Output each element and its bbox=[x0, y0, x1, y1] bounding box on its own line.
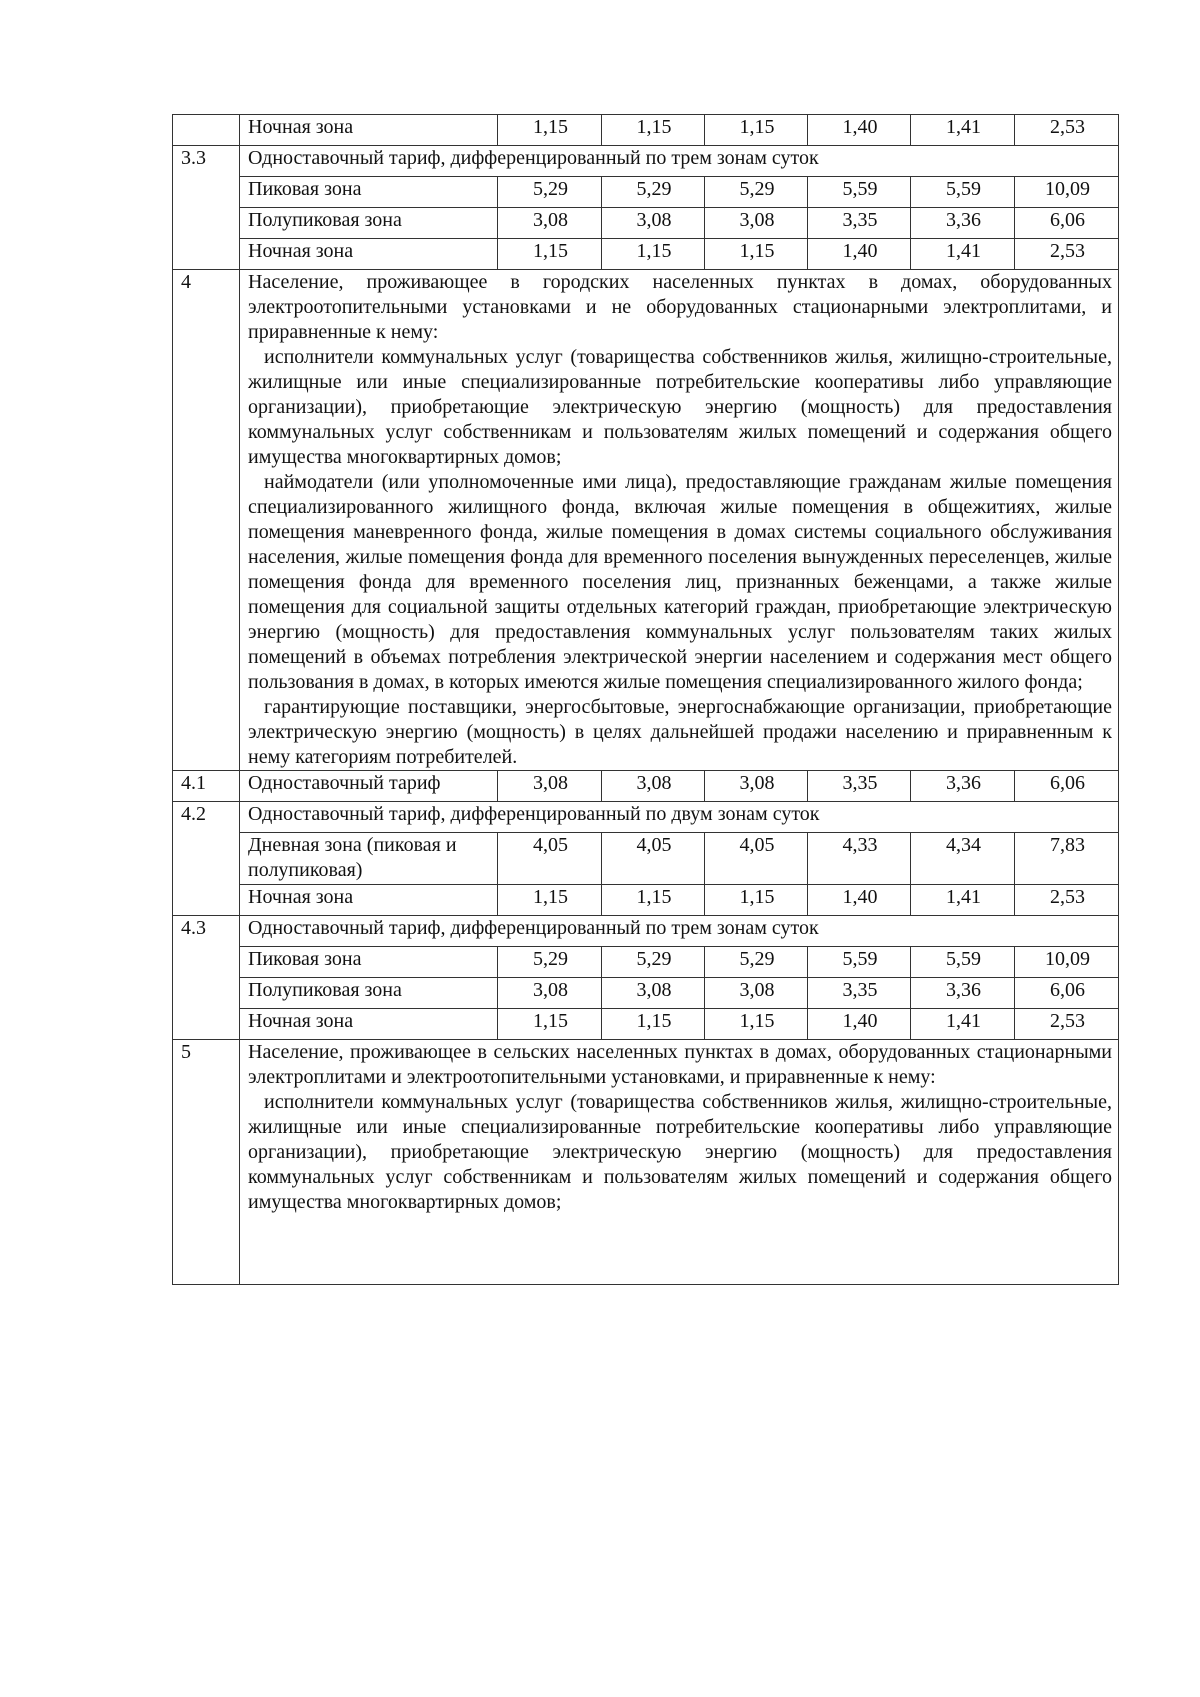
value-cell: 3,35 bbox=[808, 978, 911, 1009]
value-cell: 1,15 bbox=[705, 885, 808, 916]
table-row bbox=[173, 177, 1119, 208]
section-header-row bbox=[173, 146, 1119, 177]
description-paragraph: наймодатели (или уполномоченные ими лица), предоставляющие гражданам жилые помещения специализированного жилищного фонда, включая жилые помещения в общежитиях, жилые помещения маневренного фонда, жилые помещения в домах системы социального обслуживания населения, жилые помещения фонда для временного поселения вынужденных переселенцев, жилые помещения фонда для временного поселения лиц, признанных беженцами, а также жилые помещения для социальной защиты отдельных категорий граждан, приобретающие электрическую энергию (мощность) для предоставления коммунальных услуг пользователям таких жилых помещений в объемах потребления электрической энергии населением и содержания мест общего пользования в домах, в которых имеются жилые помещения специализированного жилого фонда; bbox=[248, 471, 1112, 693]
value-cell: 1,15 bbox=[705, 115, 808, 146]
section-description bbox=[240, 1040, 1119, 1285]
value-cell: 3,08 bbox=[498, 978, 602, 1009]
value-cell: 4,33 bbox=[808, 833, 911, 885]
table-row bbox=[173, 833, 1119, 885]
value-cell: 5,29 bbox=[602, 177, 705, 208]
row-label: Пиковая зона bbox=[240, 947, 498, 978]
row-label: Ночная зона bbox=[240, 885, 498, 916]
value-cell: 6,06 bbox=[1015, 208, 1119, 239]
section-description bbox=[240, 270, 1119, 771]
value-cell: 1,41 bbox=[911, 1009, 1015, 1040]
table-row bbox=[173, 239, 1119, 270]
value-cell: 1,41 bbox=[911, 885, 1015, 916]
table-row bbox=[173, 115, 1119, 146]
value-cell: 1,40 bbox=[808, 239, 911, 270]
value-cell: 5,59 bbox=[911, 177, 1015, 208]
row-label: Ночная зона bbox=[240, 1009, 498, 1040]
value-cell: 3,35 bbox=[808, 208, 911, 239]
value-cell: 1,41 bbox=[911, 239, 1015, 270]
value-cell: 3,08 bbox=[498, 771, 602, 802]
section-number: 3.3 bbox=[173, 146, 240, 270]
section-number: 5 bbox=[173, 1040, 240, 1285]
table-row bbox=[173, 885, 1119, 916]
table-row bbox=[173, 1009, 1119, 1040]
value-cell: 1,15 bbox=[498, 239, 602, 270]
row-label: Полупиковая зона bbox=[240, 208, 498, 239]
value-cell: 1,15 bbox=[602, 1009, 705, 1040]
value-cell: 1,15 bbox=[498, 1009, 602, 1040]
value-cell: 6,06 bbox=[1015, 978, 1119, 1009]
value-cell: 6,06 bbox=[1015, 771, 1119, 802]
value-cell: 1,15 bbox=[602, 239, 705, 270]
value-cell: 4,05 bbox=[602, 833, 705, 885]
value-cell: 2,53 bbox=[1015, 115, 1119, 146]
value-cell: 3,08 bbox=[602, 208, 705, 239]
row-label: Пиковая зона bbox=[240, 177, 498, 208]
section-number: 4 bbox=[173, 270, 240, 771]
value-cell: 1,40 bbox=[808, 1009, 911, 1040]
value-cell: 5,29 bbox=[705, 177, 808, 208]
value-cell: 10,09 bbox=[1015, 947, 1119, 978]
value-cell: 1,15 bbox=[498, 115, 602, 146]
row-label: Ночная зона bbox=[240, 115, 498, 146]
row-label: Ночная зона bbox=[240, 239, 498, 270]
value-cell: 5,29 bbox=[705, 947, 808, 978]
row-number-cell bbox=[173, 115, 240, 146]
value-cell: 3,36 bbox=[911, 978, 1015, 1009]
row-label: Одноставочный тариф bbox=[240, 771, 498, 802]
value-cell: 2,53 bbox=[1015, 1009, 1119, 1040]
section-number: 4.3 bbox=[173, 916, 240, 1040]
value-cell: 3,35 bbox=[808, 771, 911, 802]
value-cell: 10,09 bbox=[1015, 177, 1119, 208]
value-cell: 2,53 bbox=[1015, 239, 1119, 270]
value-cell: 3,08 bbox=[602, 978, 705, 1009]
value-cell: 1,40 bbox=[808, 115, 911, 146]
value-cell: 1,15 bbox=[705, 239, 808, 270]
description-paragraph: Население, проживающее в городских населенных пунктах в домах, оборудованных электроотопительными установками и не оборудованных стационарными электроплитами, и приравненные к нему: bbox=[248, 271, 1112, 343]
value-cell: 3,08 bbox=[705, 978, 808, 1009]
section-header-row bbox=[173, 916, 1119, 947]
table-row bbox=[173, 947, 1119, 978]
section-description-row bbox=[173, 270, 1119, 771]
value-cell: 1,40 bbox=[808, 885, 911, 916]
section-number: 4.1 bbox=[173, 771, 240, 802]
description-paragraph: гарантирующие поставщики, энергосбытовые, энергоснабжающие организации, приобретающие электрическую энергию (мощность) в целях дальнейшей продажи населению и приравненным к нему категориям потребителей. bbox=[248, 696, 1112, 768]
value-cell: 5,29 bbox=[602, 947, 705, 978]
value-cell: 4,05 bbox=[498, 833, 602, 885]
description-paragraph: Население, проживающее в сельских населенных пунктах в домах, оборудованных стационарными электроплитами и электроотопительными установками, и приравненные к нему: bbox=[248, 1041, 1112, 1088]
value-cell: 3,08 bbox=[602, 771, 705, 802]
description-paragraph: исполнители коммунальных услуг (товарищества собственников жилья, жилищно-строительные, жилищные или иные специализированные потребительские кооперативы либо управляющие организации), приобретающие электрическую энергию (мощность) для предоставления коммунальных услуг собственникам и пользователям жилых помещений и содержания общего имущества многоквартирных домов; bbox=[248, 1091, 1112, 1213]
value-cell: 4,05 bbox=[705, 833, 808, 885]
value-cell: 1,15 bbox=[705, 1009, 808, 1040]
table-row bbox=[173, 978, 1119, 1009]
value-cell: 2,53 bbox=[1015, 885, 1119, 916]
section-title: Одноставочный тариф, дифференцированный по трем зонам суток bbox=[240, 146, 1119, 177]
value-cell: 5,29 bbox=[498, 947, 602, 978]
table-row bbox=[173, 208, 1119, 239]
section-description-row bbox=[173, 1040, 1119, 1285]
value-cell: 1,15 bbox=[602, 885, 705, 916]
value-cell: 7,83 bbox=[1015, 833, 1119, 885]
value-cell: 3,08 bbox=[498, 208, 602, 239]
table-row bbox=[173, 771, 1119, 802]
value-cell: 1,15 bbox=[498, 885, 602, 916]
value-cell: 5,59 bbox=[911, 947, 1015, 978]
value-cell: 1,15 bbox=[602, 115, 705, 146]
value-cell: 4,34 bbox=[911, 833, 1015, 885]
section-title: Одноставочный тариф, дифференцированный по двум зонам суток bbox=[240, 802, 1119, 833]
value-cell: 3,08 bbox=[705, 208, 808, 239]
value-cell: 5,59 bbox=[808, 947, 911, 978]
row-label: Полупиковая зона bbox=[240, 978, 498, 1009]
section-number: 4.2 bbox=[173, 802, 240, 916]
value-cell: 3,36 bbox=[911, 208, 1015, 239]
section-title: Одноставочный тариф, дифференцированный по трем зонам суток bbox=[240, 916, 1119, 947]
section-header-row bbox=[173, 802, 1119, 833]
value-cell: 5,29 bbox=[498, 177, 602, 208]
row-label: Дневная зона (пиковая и полупиковая) bbox=[240, 833, 498, 885]
value-cell: 1,41 bbox=[911, 115, 1015, 146]
value-cell: 5,59 bbox=[808, 177, 911, 208]
value-cell: 3,08 bbox=[705, 771, 808, 802]
value-cell: 3,36 bbox=[911, 771, 1015, 802]
description-paragraph: исполнители коммунальных услуг (товарищества собственников жилья, жилищно-строительные, жилищные или иные специализированные потребительские кооперативы либо управляющие организации), приобретающие электрическую энергию (мощность) для предоставления коммунальных услуг собственникам и пользователям жилых помещений и содержания общего имущества многоквартирных домов; bbox=[248, 346, 1112, 468]
tariff-table bbox=[172, 114, 1119, 1285]
